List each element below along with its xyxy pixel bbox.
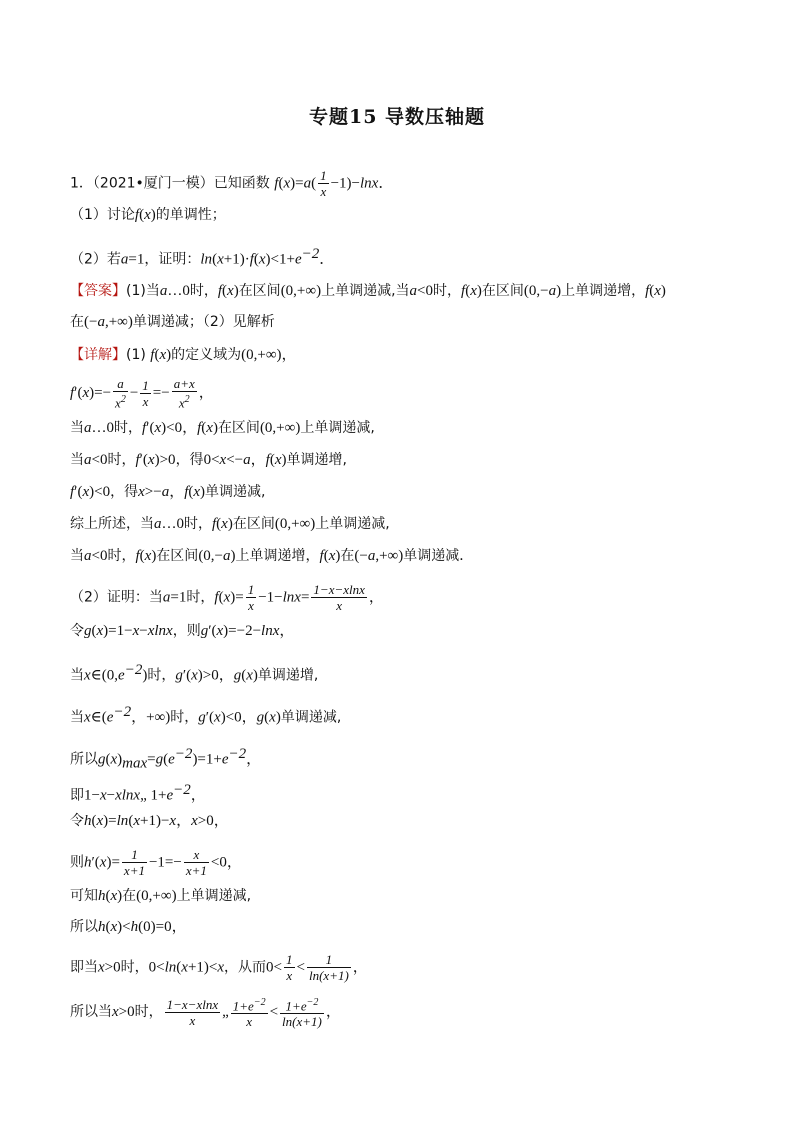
detail-line-8: （2）证明：当a=1时，f(x)= $\frac{1}{x}$ −1−lnx= $\frac{1-x-xlnx}{x}$ ， (70, 582, 384, 613)
detail-line-14: 令h(x)=ln(x+1)−x，x>0， (70, 813, 229, 829)
detail-line-1: 【详解】(1) f(x)的定义域为(0,+∞)， (70, 347, 297, 363)
detail-line-13: 即1−x−xlnx„ $1+e^{-2}$， (70, 782, 206, 804)
problem-line-3: （2）若a=1，证明：$\ln(x+1)\cdot f(x)<1+e^{-2}$． (70, 246, 335, 268)
detail-line-17: 所以h(x)<h(0)=0， (70, 919, 187, 935)
detail-line-11: 当$x\in(e^{-2}$，+∞)时，g′(x)<0，g(x)单调递减, (70, 704, 342, 726)
detail-line-9: 令g(x)=1−x−xlnx，则g′(x)=−2−lnx， (70, 623, 295, 639)
problem-line-2: （1）讨论f(x)的单调性； (70, 207, 226, 223)
detail-line-10: 当$x\in(0,e^{-2})$时，g′(x)>0，g(x)单调递增, (70, 662, 319, 684)
problem-line-1: 1．（2021•厦门一模）已知函数 f(x)=a( $\frac{1}{x}$ −1)−lnx． (70, 168, 394, 199)
detail-derivative: f′(x)=− $\frac{a}{x^2}$ − $\frac{1}{x}$ =− $\frac{a+x}{x^2}$ ， (70, 376, 214, 411)
detail-line-19: 所以当x>0时， $\frac{1-x-xlnx}{x}$ „ $\frac{1+e^{-2}}{x}$ < $\frac{1+e^{-2}}{\ln(x+1)}$ ， (70, 996, 341, 1030)
detail-line-16: 可知h(x)在(0,+∞)上单调递减, (70, 888, 252, 904)
page-title: 专题15 导数压轴题 (308, 106, 486, 128)
detail-line-5: f′(x)<0，得x>−a，f(x)单调递减, (70, 484, 266, 500)
detail-line-18: 即当x>0时，0<ln(x+1)<x，从而0< $\frac{1}{x}$ < $\frac{1}{\ln(x+1)}$ ， (70, 952, 368, 983)
detail-line-3: 当a…0时，f′(x)<0，f(x)在区间(0,+∞)上单调递减, (70, 420, 375, 436)
detail-line-7: 当a<0时，f(x)在区间(0,−a)上单调递增，f(x)在(−a,+∞)单调递减． (70, 548, 474, 564)
detail-line-15: 则h′(x)= $\frac{1}{x+1}$ −1=− $\frac{x}{x+1}$ <0， (70, 847, 242, 878)
detail-line-6: 综上所述，当a…0时，f(x)在区间(0,+∞)上单调递减, (70, 516, 390, 532)
answer-line-2: 在(−a,+∞)单调递减；（2）见解析 (70, 314, 275, 330)
detail-line-12: 所以$g(x)_{max}=g(e^{-2})=1+e^{-2}$， (70, 746, 262, 772)
detail-line-4: 当a<0时，f′(x)>0，得0<x<−a，f(x)单调递增, (70, 452, 347, 468)
answer-line-1: 【答案】(1)当a…0时，f(x)在区间(0,+∞)上单调递减,当a<0时，f(x)在区间(0,−a)上单调递增，f(x) (70, 283, 666, 299)
